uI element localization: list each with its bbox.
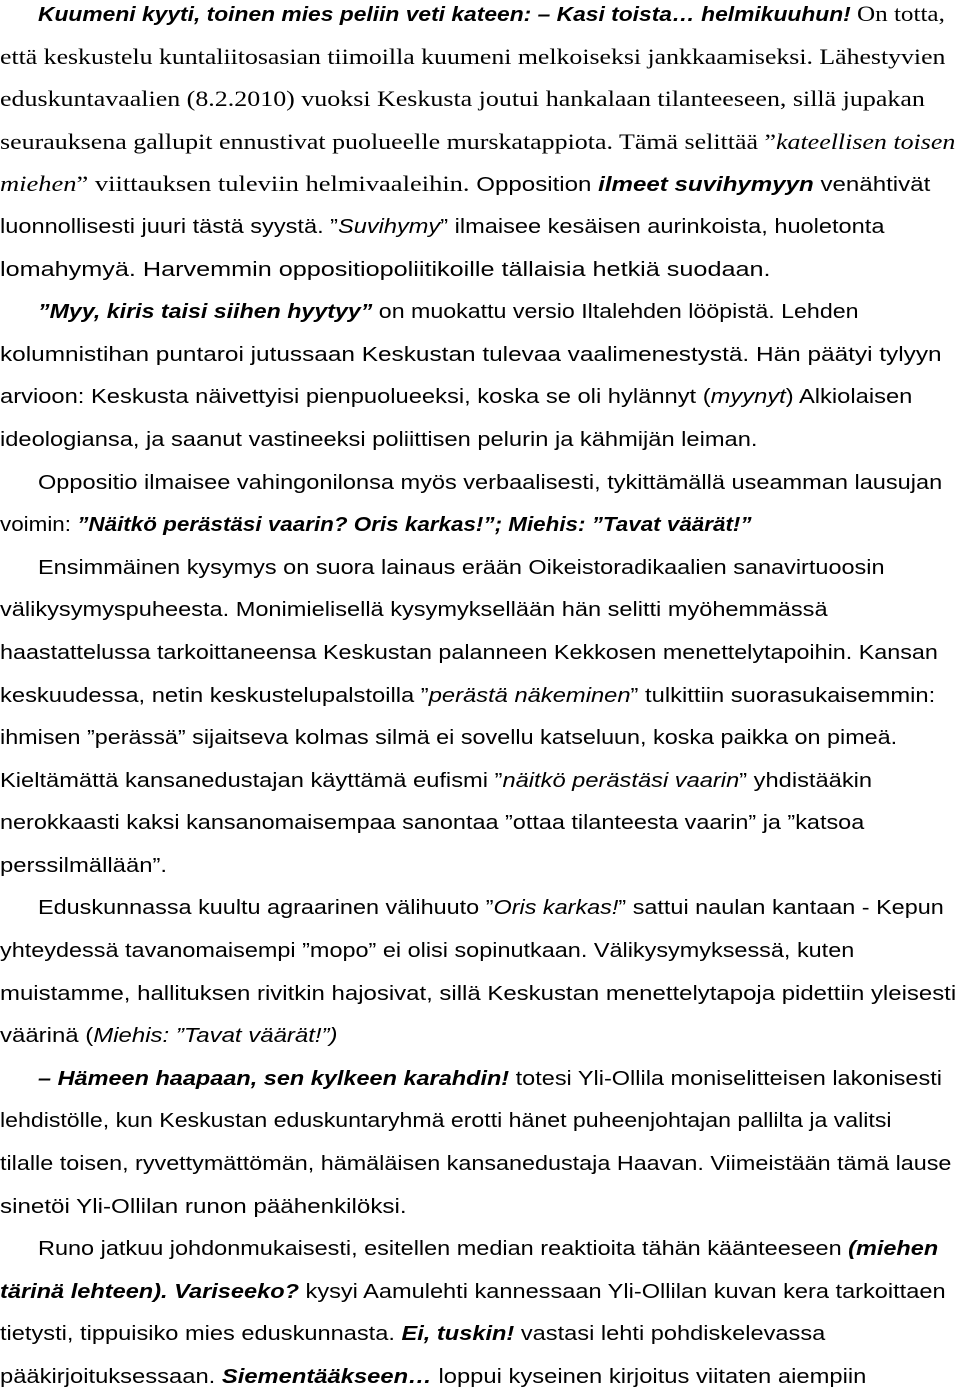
text-run: haastattelussa tarkoittaneensa Keskustan palanneen Kekkosen menettelytapoihin. Kansan xyxy=(0,641,938,664)
text-line xyxy=(0,1364,960,1390)
text-line xyxy=(0,725,960,751)
italic-text: perästä näkeminen xyxy=(428,684,631,707)
text-run: että keskustelu kuntaliitosasian tiimoilla kuumeni melkoiseksi jankkaamiseksi. Lähestyvien xyxy=(0,43,946,69)
text-line xyxy=(0,1023,960,1049)
text-line xyxy=(0,1194,960,1220)
text-run: välikysymyspuheesta. Monimielisellä kysymyksellään hän selitti myöhemmässä xyxy=(0,599,828,622)
text-line xyxy=(0,299,960,325)
bold-italic-text: ilmeet suvihymyyn xyxy=(598,174,814,197)
text-run: vastasi lehti pohdiskelevassa xyxy=(514,1323,826,1346)
text-line xyxy=(0,555,960,581)
text-line xyxy=(0,640,960,666)
text-line xyxy=(0,342,960,368)
text-run: Oppositio ilmaisee vahingonilonsa myös verbaalisesti, tykittämällä useamman lausujan xyxy=(38,471,943,494)
italic-text: Suvihymy xyxy=(338,215,441,238)
text-run: on muokattu versio Iltalehden lööpistä. Lehden xyxy=(372,301,859,324)
text-run: Kieltämättä kansanedustajan käyttämä eufismi ” xyxy=(0,769,503,792)
text-line xyxy=(0,1066,960,1092)
text-run: perssilmällään”. xyxy=(0,854,168,877)
text-run: ” tulkittiin suorasukaisemmin: xyxy=(630,684,936,707)
text-run: muistamme, hallituksen rivitkin hajosivat, sillä Keskustan menettelytapoja pidettiin yleisesti xyxy=(0,982,957,1005)
text-line xyxy=(0,768,960,794)
paragraph xyxy=(0,299,960,453)
text-run: keskuudessa, netin keskustelupalstoilla ” xyxy=(0,684,429,707)
text-line xyxy=(0,257,960,283)
text-run: totesi Yli-Ollila moniselitteisen lakonisesti xyxy=(509,1067,942,1090)
paragraph xyxy=(0,470,960,539)
paragraph xyxy=(0,1066,960,1220)
text-run: On totta, xyxy=(850,1,945,26)
text-run: ” ilmaisee kesäisen aurinkoista, huoletonta xyxy=(440,215,885,238)
text-line xyxy=(0,214,960,240)
text-run: voimin: xyxy=(0,514,78,537)
text-line xyxy=(0,1151,960,1177)
text-line xyxy=(0,597,960,623)
text-run: tilalle toisen, ryvettymättömän, hämäläisen kansanedustaja Haavan. Viimeistään tämä lause xyxy=(0,1153,952,1176)
text-line xyxy=(0,938,960,964)
paragraph xyxy=(0,895,960,1049)
text-line xyxy=(0,384,960,410)
text-line xyxy=(0,810,960,836)
text-run: tietysti, tippuisiko mies eduskunnasta. xyxy=(0,1323,402,1346)
italic-text: myynyt xyxy=(710,386,786,409)
text-line xyxy=(0,1108,960,1134)
text-run: nerokkaasti kaksi kansanomaisempaa sanontaa ”ottaa tilanteesta vaarin” ja ”katsoa xyxy=(0,812,865,835)
text-run: pääkirjoituksessaan. xyxy=(0,1366,222,1388)
text-line xyxy=(0,86,960,112)
text-line xyxy=(0,512,960,538)
bold-italic-text: Ei, tuskin! xyxy=(401,1323,515,1346)
italic-text: miehen xyxy=(0,171,77,197)
text-run: ” sattui naulan kantaan - Kepun xyxy=(618,897,944,920)
text-line xyxy=(0,171,960,197)
text-run: arvioon: Keskusta näivettyisi pienpuolueeksi, koska se oli hylännyt ( xyxy=(0,386,711,409)
text-run: seurauksena gallupit ennustivat puolueelle murskatappiota. Tämä selittää ” xyxy=(0,128,776,154)
text-run: Ensimmäinen kysymys on suora lainaus erään Oikeistoradikaalien sanavirtuoosin xyxy=(38,556,885,579)
bold-italic-text: ”Näitkö perästäsi vaarin? Oris karkas!”; Miehis: ”Tavat väärät!” xyxy=(77,514,752,537)
bold-italic-text: ”Myy, kiris taisi siihen hyytyy” xyxy=(38,301,373,324)
text-run: kolumnistihan puntaroi jutussaan Keskustan tulevaa vaalimenestystä. Hän päätyi tylyyn xyxy=(0,343,942,366)
text-run: ) Alkiolaisen xyxy=(785,386,913,409)
text-run: lomahymyä. Harvemmin oppositiopoliitikoille tällaisia hetkiä suodaan. xyxy=(0,258,771,281)
text-line xyxy=(0,895,960,921)
text-run: ” viittauksen tuleviin helmivaaleihin. xyxy=(76,171,470,197)
italic-text: näitkö perästäsi vaarin xyxy=(502,769,740,792)
paragraph xyxy=(0,1236,960,1390)
text-line xyxy=(0,1321,960,1347)
text-line xyxy=(0,470,960,496)
bold-italic-text: – Hämeen haapaan, sen kylkeen karahdin! xyxy=(38,1067,510,1090)
bold-italic-text: Kuumeni kyyti, toinen mies peliin veti kateen: – Kasi toista… helmikuuhun! xyxy=(38,4,851,26)
text-line xyxy=(0,853,960,879)
text-line xyxy=(0,1279,960,1305)
text-run: sinetöi Yli-Ollilan runon päähenkilöksi. xyxy=(0,1195,407,1218)
text-run: venähtivät xyxy=(813,174,931,197)
bold-italic-text: (miehen xyxy=(848,1238,939,1261)
text-run: luonnollisesti juuri tästä syystä. ” xyxy=(0,215,339,238)
paragraph xyxy=(0,555,960,879)
paragraph xyxy=(0,1,960,283)
text-run: Runo jatkuu johdonmukaisesti, esitellen median reaktioita tähän käänteeseen xyxy=(38,1238,849,1261)
text-line xyxy=(0,683,960,709)
text-line xyxy=(0,1236,960,1262)
italic-text: kateellisen toisen xyxy=(775,128,956,154)
text-run: väärinä ( xyxy=(0,1025,94,1048)
text-run: ” yhdistääkin xyxy=(739,769,873,792)
text-run: loppui kyseinen kirjoitus viitaten aiempiin xyxy=(431,1366,867,1388)
italic-text: Miehis: ”Tavat väärät!”) xyxy=(93,1025,338,1048)
bold-italic-text: tärinä lehteen). Variseeko? xyxy=(0,1280,300,1303)
text-run: lehdistölle, kun Keskustan eduskuntaryhmä erotti hänet puheenjohtajan pallilta ja valitsi xyxy=(0,1110,892,1133)
text-line xyxy=(0,1,960,27)
text-run: Eduskunnassa kuultu agraarinen välihuuto ” xyxy=(38,897,494,920)
text-run: ihmisen ”perässä” sijaitseva kolmas silmä ei sovellu katseluun, koska paikka on pimeä. xyxy=(0,727,898,750)
text-run: ideologiansa, ja saanut vastineeksi poliittisen pelurin ja kähmijän leiman. xyxy=(0,428,758,451)
text-run: kysyi Aamulehti kannessaan Yli-Ollilan kuvan kera tarkoittaen xyxy=(299,1280,946,1303)
bold-italic-text: Siementääkseen… xyxy=(221,1366,432,1388)
italic-text: Oris karkas! xyxy=(493,897,619,920)
text-line xyxy=(0,427,960,453)
text-line xyxy=(0,129,960,155)
text-line xyxy=(0,981,960,1007)
text-run: eduskuntavaalien (8.2.2010) vuoksi Keskusta joutui hankalaan tilanteeseen, sillä jupakan xyxy=(0,86,925,112)
text-run: Opposition xyxy=(469,174,599,197)
text-run: yhteydessä tavanomaisempi ”mopo” ei olisi sopinutkaan. Välikysymyksessä, kuten xyxy=(0,940,855,963)
text-line xyxy=(0,44,960,70)
